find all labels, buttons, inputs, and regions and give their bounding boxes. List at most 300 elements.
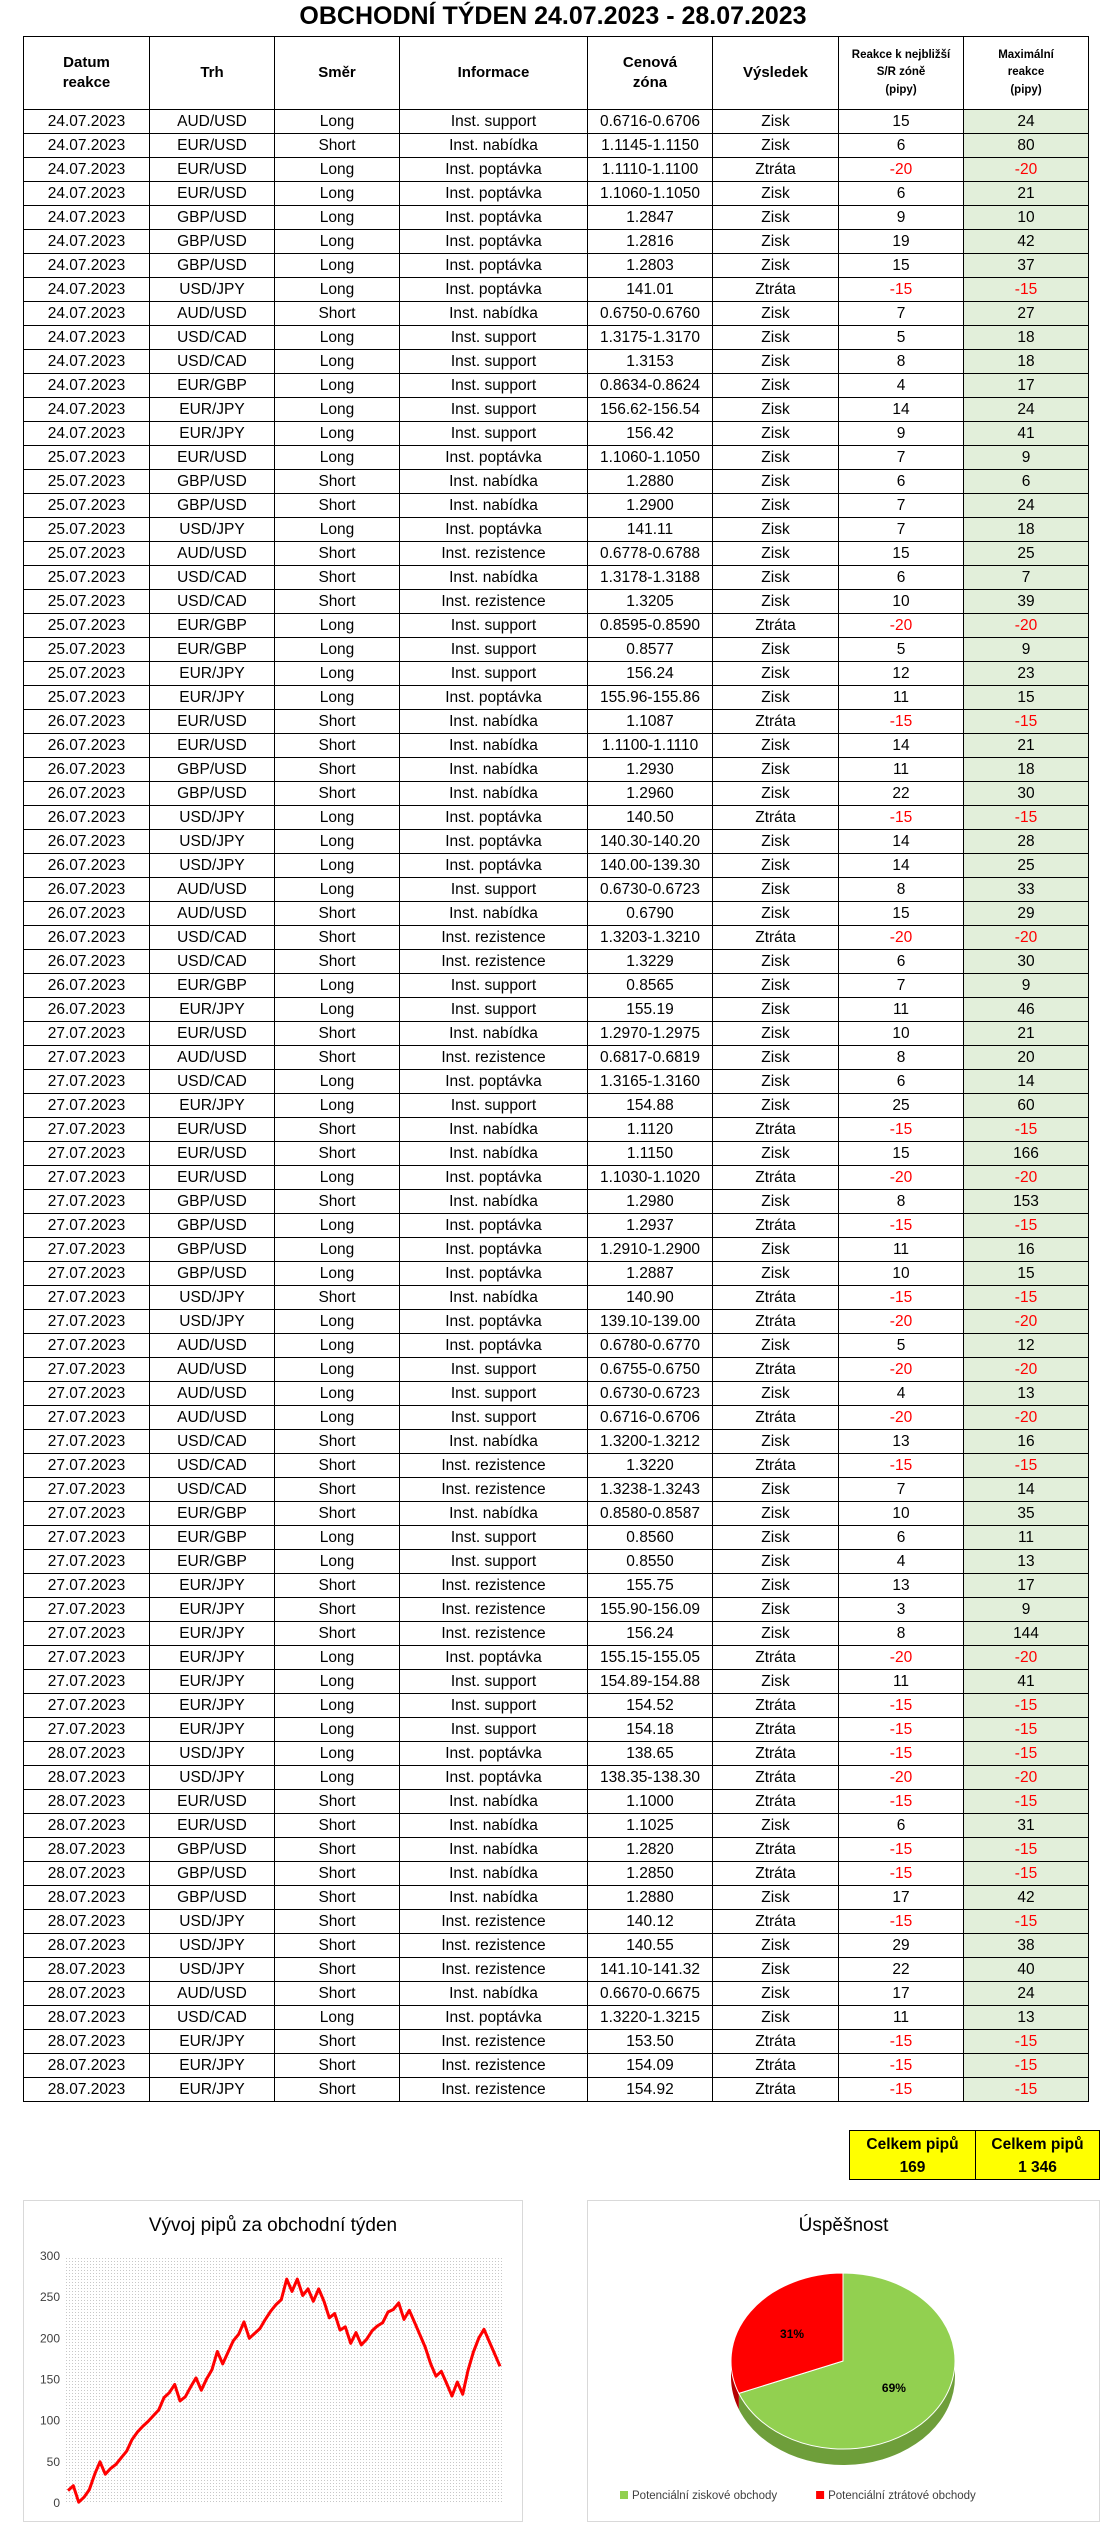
cell-zone: 0.6750-0.6760 (588, 302, 713, 326)
cell-date: 24.07.2023 (24, 182, 150, 206)
cell-reaction: -15 (839, 2078, 964, 2102)
cell-result: Zisk (713, 1574, 839, 1598)
pie-chart-title: Úspěšnost (798, 2215, 889, 2236)
cell-reaction: 15 (839, 902, 964, 926)
cell-info: Inst. poptávka (400, 1166, 588, 1190)
cell-reaction: 4 (839, 1382, 964, 1406)
cell-date: 28.07.2023 (24, 2006, 150, 2030)
cell-zone: 1.2880 (588, 1886, 713, 1910)
table-row (24, 158, 1089, 182)
cell-result: Ztráta (713, 1454, 839, 1478)
cell-result: Zisk (713, 782, 839, 806)
cell-reaction: 8 (839, 350, 964, 374)
cell-direction: Long (275, 374, 400, 398)
cell-reaction: 7 (839, 518, 964, 542)
cell-max-reaction: 13 (964, 1382, 1089, 1406)
cell-reaction: 6 (839, 1070, 964, 1094)
cell-max-reaction: 24 (964, 1982, 1089, 2006)
cell-pair: USD/JPY (150, 830, 275, 854)
table-row (24, 2030, 1089, 2054)
cell-info: Inst. nabídka (400, 902, 588, 926)
cell-pair: USD/JPY (150, 1310, 275, 1334)
cell-date: 26.07.2023 (24, 854, 150, 878)
cell-max-reaction: -15 (964, 1718, 1089, 1742)
cell-direction: Long (275, 854, 400, 878)
table-row (24, 998, 1089, 1022)
cell-direction: Short (275, 1502, 400, 1526)
pie-chart (588, 2201, 1099, 2521)
cell-direction: Short (275, 1934, 400, 1958)
cell-zone: 156.24 (588, 1622, 713, 1646)
header-date: Datum reakce (24, 37, 150, 110)
cell-pair: USD/CAD (150, 926, 275, 950)
cell-zone: 140.30-140.20 (588, 830, 713, 854)
cell-info: Inst. rezistence (400, 2078, 588, 2102)
cell-max-reaction: 21 (964, 182, 1089, 206)
cell-date: 24.07.2023 (24, 398, 150, 422)
table-row (24, 926, 1089, 950)
cell-max-reaction: 9 (964, 1598, 1089, 1622)
cell-zone: 1.3153 (588, 350, 713, 374)
cell-date: 27.07.2023 (24, 1046, 150, 1070)
cell-pair: USD/CAD (150, 1478, 275, 1502)
cell-info: Inst. support (400, 1550, 588, 1574)
cell-result: Zisk (713, 1670, 839, 1694)
cell-info: Inst. rezistence (400, 2054, 588, 2078)
cell-reaction: 9 (839, 206, 964, 230)
cell-date: 27.07.2023 (24, 1118, 150, 1142)
cell-zone: 0.6670-0.6675 (588, 1982, 713, 2006)
cell-info: Inst. poptávka (400, 1214, 588, 1238)
cell-direction: Short (275, 1790, 400, 1814)
cell-max-reaction: -20 (964, 1406, 1089, 1430)
table-body (24, 110, 1089, 2102)
header-max-reaction: Maximální reakce (pipy) (964, 37, 1089, 110)
cell-result: Ztráta (713, 1286, 839, 1310)
cell-direction: Short (275, 542, 400, 566)
cell-zone: 141.10-141.32 (588, 1958, 713, 1982)
pie-legend (620, 2490, 976, 2502)
cell-max-reaction: 24 (964, 494, 1089, 518)
cell-date: 26.07.2023 (24, 902, 150, 926)
table-row (24, 1478, 1089, 1502)
cell-result: Zisk (713, 1982, 839, 2006)
cell-max-reaction: 33 (964, 878, 1089, 902)
table-row (24, 1766, 1089, 1790)
cell-pair: AUD/USD (150, 1382, 275, 1406)
cell-direction: Long (275, 1094, 400, 1118)
cell-zone: 156.62-156.54 (588, 398, 713, 422)
cell-date: 24.07.2023 (24, 206, 150, 230)
cell-info: Inst. support (400, 998, 588, 1022)
cell-pair: EUR/JPY (150, 1622, 275, 1646)
cell-date: 27.07.2023 (24, 1406, 150, 1430)
cell-direction: Short (275, 1982, 400, 2006)
cell-info: Inst. rezistence (400, 1478, 588, 1502)
cell-pair: EUR/JPY (150, 398, 275, 422)
cell-reaction: -15 (839, 1118, 964, 1142)
cell-zone: 1.2820 (588, 1838, 713, 1862)
cell-direction: Short (275, 710, 400, 734)
table-row (24, 182, 1089, 206)
cell-result: Zisk (713, 1190, 839, 1214)
cell-direction: Long (275, 1238, 400, 1262)
cell-result: Zisk (713, 1478, 839, 1502)
cell-pair: EUR/JPY (150, 1574, 275, 1598)
cell-pair: AUD/USD (150, 1334, 275, 1358)
cell-info: Inst. support (400, 878, 588, 902)
cell-direction: Long (275, 1670, 400, 1694)
y-tick-label: 100 (39, 2413, 60, 2428)
cell-pair: AUD/USD (150, 878, 275, 902)
cell-result: Ztráta (713, 1694, 839, 1718)
cell-pair: GBP/USD (150, 1190, 275, 1214)
legend-swatch (816, 2491, 824, 2499)
cell-direction: Short (275, 1286, 400, 1310)
cell-max-reaction: -20 (964, 1766, 1089, 1790)
cell-result: Zisk (713, 422, 839, 446)
table-row (24, 1094, 1089, 1118)
cell-result: Ztráta (713, 1862, 839, 1886)
cell-pair: EUR/JPY (150, 2054, 275, 2078)
cell-info: Inst. nabídka (400, 782, 588, 806)
cell-max-reaction: 39 (964, 590, 1089, 614)
cell-max-reaction: -15 (964, 1838, 1089, 1862)
cell-pair: GBP/USD (150, 254, 275, 278)
cell-max-reaction: 13 (964, 2006, 1089, 2030)
cell-info: Inst. rezistence (400, 1958, 588, 1982)
cell-info: Inst. support (400, 974, 588, 998)
cell-pair: EUR/JPY (150, 2078, 275, 2102)
cell-result: Zisk (713, 1934, 839, 1958)
cell-pair: AUD/USD (150, 902, 275, 926)
cell-direction: Short (275, 494, 400, 518)
cell-direction: Short (275, 1862, 400, 1886)
cell-date: 25.07.2023 (24, 542, 150, 566)
cell-direction: Short (275, 1910, 400, 1934)
cell-direction: Short (275, 1838, 400, 1862)
cell-info: Inst. nabídka (400, 1862, 588, 1886)
table-row (24, 1718, 1089, 1742)
cell-info: Inst. nabídka (400, 494, 588, 518)
cell-direction: Long (275, 158, 400, 182)
cell-zone: 1.3175-1.3170 (588, 326, 713, 350)
cell-direction: Short (275, 950, 400, 974)
table-row (24, 2006, 1089, 2030)
cell-result: Zisk (713, 758, 839, 782)
cell-zone: 1.1100-1.1110 (588, 734, 713, 758)
cell-date: 28.07.2023 (24, 1838, 150, 1862)
cell-zone: 1.2900 (588, 494, 713, 518)
cell-pair: USD/CAD (150, 326, 275, 350)
cell-pair: USD/JPY (150, 1934, 275, 1958)
cell-max-reaction: 14 (964, 1478, 1089, 1502)
cell-result: Ztráta (713, 1718, 839, 1742)
table-row (24, 590, 1089, 614)
cell-direction: Long (275, 2006, 400, 2030)
pie-chart-panel (587, 2200, 1100, 2522)
cell-direction: Long (275, 1406, 400, 1430)
cell-result: Zisk (713, 1094, 839, 1118)
cell-pair: USD/JPY (150, 278, 275, 302)
table-row (24, 206, 1089, 230)
cell-pair: GBP/USD (150, 1262, 275, 1286)
cell-result: Ztráta (713, 2030, 839, 2054)
cell-reaction: -15 (839, 806, 964, 830)
cell-info: Inst. support (400, 374, 588, 398)
cell-info: Inst. nabídka (400, 1142, 588, 1166)
table-row (24, 830, 1089, 854)
cell-direction: Long (275, 182, 400, 206)
cell-direction: Long (275, 686, 400, 710)
page-title: OBCHODNÍ TÝDEN 24.07.2023 - 28.07.2023 (299, 2, 807, 30)
cell-direction: Short (275, 758, 400, 782)
cell-zone: 1.3229 (588, 950, 713, 974)
cell-date: 27.07.2023 (24, 1166, 150, 1190)
cell-date: 24.07.2023 (24, 326, 150, 350)
cell-date: 26.07.2023 (24, 926, 150, 950)
table-row (24, 710, 1089, 734)
cell-max-reaction: 25 (964, 542, 1089, 566)
cell-zone: 0.6730-0.6723 (588, 878, 713, 902)
cell-max-reaction: 17 (964, 1574, 1089, 1598)
cell-date: 27.07.2023 (24, 1286, 150, 1310)
cell-result: Zisk (713, 1262, 839, 1286)
cell-info: Inst. nabídka (400, 1982, 588, 2006)
cell-pair: USD/CAD (150, 566, 275, 590)
table-row (24, 1382, 1089, 1406)
cell-result: Zisk (713, 206, 839, 230)
table-row (24, 1670, 1089, 1694)
table-row (24, 134, 1089, 158)
cell-pair: EUR/USD (150, 446, 275, 470)
cell-result: Zisk (713, 326, 839, 350)
cell-zone: 0.8560 (588, 1526, 713, 1550)
cell-direction: Short (275, 1622, 400, 1646)
cell-max-reaction: 9 (964, 638, 1089, 662)
cell-reaction: 5 (839, 638, 964, 662)
table-row (24, 1958, 1089, 1982)
cell-info: Inst. poptávka (400, 254, 588, 278)
cell-pair: EUR/USD (150, 1814, 275, 1838)
table-row (24, 1238, 1089, 1262)
cell-direction: Long (275, 1742, 400, 1766)
table-row (24, 1526, 1089, 1550)
cell-direction: Long (275, 254, 400, 278)
cell-result: Zisk (713, 662, 839, 686)
table-row (24, 1046, 1089, 1070)
table-row (24, 806, 1089, 830)
cell-max-reaction: 24 (964, 110, 1089, 134)
table-row (24, 1070, 1089, 1094)
cell-reaction: 10 (839, 1502, 964, 1526)
cell-date: 26.07.2023 (24, 998, 150, 1022)
cell-direction: Short (275, 902, 400, 926)
cell-reaction: 6 (839, 470, 964, 494)
cell-result: Zisk (713, 1502, 839, 1526)
cell-max-reaction: 23 (964, 662, 1089, 686)
cell-date: 27.07.2023 (24, 1694, 150, 1718)
cell-max-reaction: -20 (964, 1646, 1089, 1670)
cell-info: Inst. nabídka (400, 1286, 588, 1310)
table-row (24, 302, 1089, 326)
cell-date: 25.07.2023 (24, 518, 150, 542)
cell-max-reaction: 37 (964, 254, 1089, 278)
cell-result: Zisk (713, 1886, 839, 1910)
cell-result: Zisk (713, 542, 839, 566)
table-row (24, 1598, 1089, 1622)
cell-date: 26.07.2023 (24, 950, 150, 974)
total-max-box (975, 2130, 1100, 2180)
cell-date: 28.07.2023 (24, 1814, 150, 1838)
cell-pair: AUD/USD (150, 110, 275, 134)
cell-result: Ztráta (713, 2054, 839, 2078)
cell-pair: EUR/GBP (150, 1550, 275, 1574)
cell-date: 27.07.2023 (24, 1598, 150, 1622)
line-chart-panel (23, 2200, 523, 2522)
cell-reaction: 8 (839, 878, 964, 902)
y-tick-label: 0 (53, 2496, 60, 2510)
cell-max-reaction: 11 (964, 1526, 1089, 1550)
cell-result: Zisk (713, 494, 839, 518)
table-row (24, 1502, 1089, 1526)
cell-info: Inst. poptávka (400, 230, 588, 254)
cell-date: 27.07.2023 (24, 1094, 150, 1118)
cell-result: Zisk (713, 638, 839, 662)
cell-date: 26.07.2023 (24, 734, 150, 758)
cell-max-reaction: -15 (964, 2030, 1089, 2054)
cell-direction: Long (275, 1310, 400, 1334)
cell-direction: Long (275, 206, 400, 230)
cell-result: Zisk (713, 1142, 839, 1166)
table-row (24, 1814, 1089, 1838)
table-row (24, 326, 1089, 350)
cell-result: Zisk (713, 998, 839, 1022)
cell-info: Inst. support (400, 1406, 588, 1430)
cell-date: 27.07.2023 (24, 1382, 150, 1406)
cell-date: 25.07.2023 (24, 494, 150, 518)
table-row (24, 254, 1089, 278)
cell-max-reaction: -15 (964, 1214, 1089, 1238)
table-row (24, 1934, 1089, 1958)
cell-reaction: 17 (839, 1886, 964, 1910)
cell-date: 28.07.2023 (24, 1862, 150, 1886)
cell-result: Ztráta (713, 1742, 839, 1766)
cell-pair: EUR/JPY (150, 1718, 275, 1742)
cell-reaction: 9 (839, 422, 964, 446)
cell-date: 26.07.2023 (24, 782, 150, 806)
cell-direction: Short (275, 1118, 400, 1142)
cell-reaction: -15 (839, 1214, 964, 1238)
cell-date: 27.07.2023 (24, 1142, 150, 1166)
cell-direction: Long (275, 1718, 400, 1742)
cell-max-reaction: 30 (964, 950, 1089, 974)
cell-date: 27.07.2023 (24, 1646, 150, 1670)
cell-result: Zisk (713, 1022, 839, 1046)
legend-swatch (620, 2491, 628, 2499)
cell-zone: 1.3178-1.3188 (588, 566, 713, 590)
cell-date: 24.07.2023 (24, 134, 150, 158)
cell-zone: 0.6780-0.6770 (588, 1334, 713, 1358)
cell-pair: USD/CAD (150, 350, 275, 374)
cell-direction: Long (275, 422, 400, 446)
cell-direction: Long (275, 1262, 400, 1286)
table-row (24, 1454, 1089, 1478)
cell-zone: 1.3165-1.3160 (588, 1070, 713, 1094)
cell-max-reaction: 24 (964, 398, 1089, 422)
cell-pair: USD/JPY (150, 1958, 275, 1982)
cell-date: 25.07.2023 (24, 446, 150, 470)
cell-direction: Short (275, 1478, 400, 1502)
cell-max-reaction: -15 (964, 1454, 1089, 1478)
cell-info: Inst. nabídka (400, 1838, 588, 1862)
cell-direction: Long (275, 806, 400, 830)
table-row (24, 1838, 1089, 1862)
cell-info: Inst. support (400, 1094, 588, 1118)
cell-direction: Short (275, 2054, 400, 2078)
cell-direction: Long (275, 638, 400, 662)
cell-date: 27.07.2023 (24, 1718, 150, 1742)
cell-max-reaction: -15 (964, 2078, 1089, 2102)
cell-direction: Short (275, 1022, 400, 1046)
cell-info: Inst. support (400, 1526, 588, 1550)
cell-pair: EUR/JPY (150, 2030, 275, 2054)
cell-result: Ztráta (713, 1766, 839, 1790)
cell-result: Zisk (713, 902, 839, 926)
cell-zone: 1.1150 (588, 1142, 713, 1166)
cell-result: Zisk (713, 1550, 839, 1574)
cell-pair: AUD/USD (150, 1046, 275, 1070)
cell-result: Ztráta (713, 278, 839, 302)
cell-date: 25.07.2023 (24, 614, 150, 638)
cell-info: Inst. rezistence (400, 542, 588, 566)
cell-max-reaction: 30 (964, 782, 1089, 806)
table-row (24, 1286, 1089, 1310)
cell-reaction: 14 (839, 398, 964, 422)
cell-pair: GBP/USD (150, 1886, 275, 1910)
table-row (24, 230, 1089, 254)
table-row (24, 1358, 1089, 1382)
cell-result: Zisk (713, 1598, 839, 1622)
cell-result: Ztráta (713, 614, 839, 638)
cell-info: Inst. rezistence (400, 1046, 588, 1070)
table-row (24, 518, 1089, 542)
cell-result: Ztráta (713, 1646, 839, 1670)
cell-pair: GBP/USD (150, 782, 275, 806)
cell-pair: EUR/USD (150, 182, 275, 206)
cell-zone: 155.19 (588, 998, 713, 1022)
cell-zone: 1.1087 (588, 710, 713, 734)
cell-result: Zisk (713, 830, 839, 854)
cell-direction: Short (275, 2030, 400, 2054)
cell-info: Inst. nabídka (400, 1430, 588, 1454)
cell-date: 28.07.2023 (24, 1982, 150, 2006)
cell-pair: EUR/JPY (150, 686, 275, 710)
table-row (24, 494, 1089, 518)
cell-pair: EUR/GBP (150, 614, 275, 638)
cell-result: Zisk (713, 734, 839, 758)
header-result: Výsledek (713, 37, 839, 110)
line-chart (24, 2201, 522, 2521)
table-row (24, 1430, 1089, 1454)
cell-reaction: 8 (839, 1190, 964, 1214)
cell-result: Zisk (713, 398, 839, 422)
cell-date: 25.07.2023 (24, 470, 150, 494)
cell-pair: USD/JPY (150, 806, 275, 830)
cell-pair: EUR/USD (150, 1118, 275, 1142)
table-row (24, 686, 1089, 710)
cell-date: 28.07.2023 (24, 1934, 150, 1958)
